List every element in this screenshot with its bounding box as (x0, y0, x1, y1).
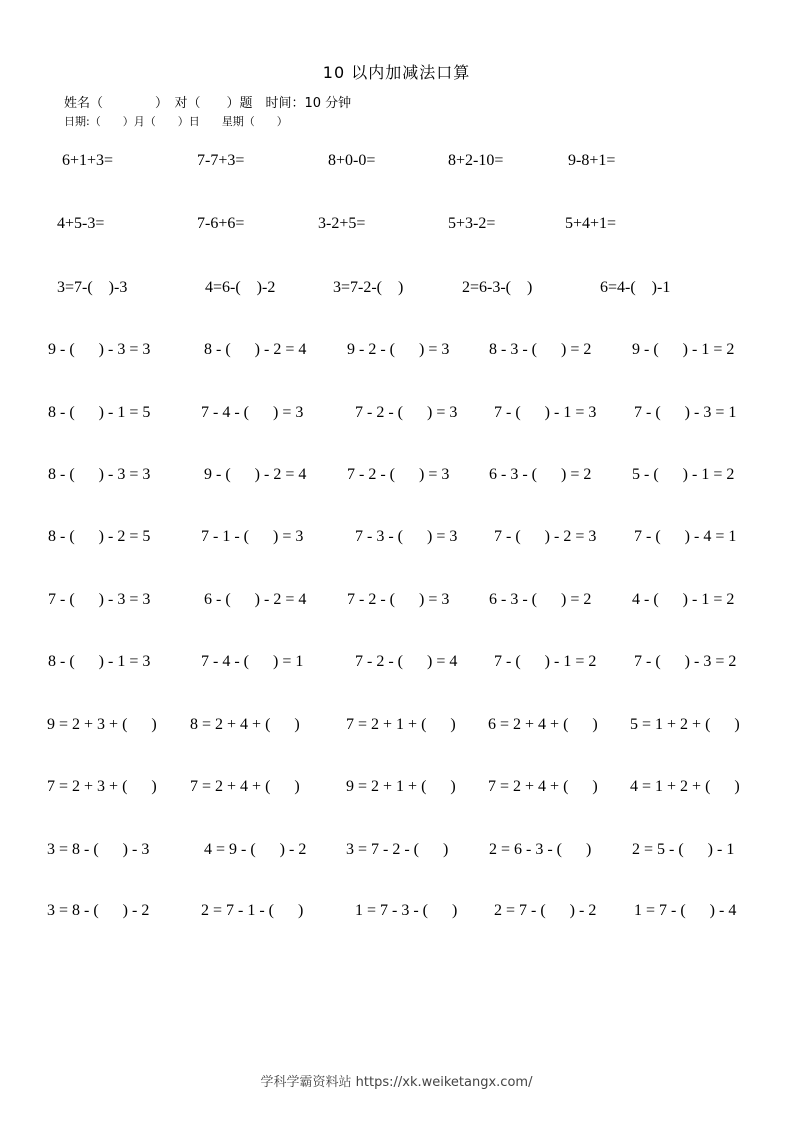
problem: 3=7-2-( ) (333, 279, 404, 296)
problem: 7 - ( ) - 1 = 2 (494, 653, 597, 670)
problem: 7 - ( ) - 3 = 2 (634, 653, 737, 670)
problem: 7 - ( ) - 1 = 3 (494, 404, 597, 421)
problem-row (0, 338, 793, 362)
problem-row (0, 276, 793, 300)
problem-row (0, 650, 793, 674)
problem: 2 = 6 - 3 - ( ) (489, 841, 592, 858)
problem: 5+4+1= (565, 215, 617, 232)
problem: 8 - ( ) - 2 = 5 (48, 528, 151, 545)
problem: 5+3-2= (448, 215, 496, 232)
student-info-line: 姓名（ ） 对（ ）题 时间：10 分钟 (64, 96, 352, 111)
problem: 7 - ( ) - 3 = 1 (634, 404, 737, 421)
problem: 8 - ( ) - 2 = 4 (204, 341, 307, 358)
problem: 3=7-( )-3 (57, 279, 128, 296)
problem: 9 - ( ) - 2 = 4 (204, 466, 307, 483)
page-title: 10 以内加减法口算 (322, 63, 471, 82)
problem: 7 - 2 - ( ) = 3 (355, 404, 458, 421)
problem: 2 = 5 - ( ) - 1 (632, 841, 735, 858)
problem-row (0, 899, 793, 923)
problem: 9-8+1= (568, 152, 616, 169)
problem: 6=4-( )-1 (600, 279, 671, 296)
problem: 4=6-( )-2 (205, 279, 276, 296)
problem: 7 - 2 - ( ) = 3 (347, 466, 450, 483)
problem: 8 - ( ) - 1 = 5 (48, 404, 151, 421)
problem: 9 - ( ) - 1 = 2 (632, 341, 735, 358)
problem: 8+0-0= (328, 152, 376, 169)
problem: 1 = 7 - ( ) - 4 (634, 902, 737, 919)
problem: 8 - ( ) - 1 = 3 (48, 653, 151, 670)
problem: 9 = 2 + 3 + ( ) (47, 716, 157, 733)
problem: 7 - ( ) - 4 = 1 (634, 528, 737, 545)
problem: 2=6-3-( ) (462, 279, 533, 296)
problem: 7 = 2 + 3 + ( ) (47, 778, 157, 795)
problem: 7-7+3= (197, 152, 245, 169)
problem: 7 - 2 - ( ) = 3 (347, 591, 450, 608)
problem: 7 = 2 + 4 + ( ) (190, 778, 300, 795)
problem-row (0, 525, 793, 549)
problem: 2 = 7 - ( ) - 2 (494, 902, 597, 919)
problem: 7 - ( ) - 3 = 3 (48, 591, 151, 608)
problem-row (0, 212, 793, 236)
problem: 3 = 8 - ( ) - 2 (47, 902, 150, 919)
problem-row (0, 401, 793, 425)
problem: 8 - ( ) - 3 = 3 (48, 466, 151, 483)
problem: 6+1+3= (62, 152, 114, 169)
problem-row (0, 713, 793, 737)
problem: 4+5-3= (57, 215, 105, 232)
problem: 8 - 3 - ( ) = 2 (489, 341, 592, 358)
problem: 5 = 1 + 2 + ( ) (630, 716, 740, 733)
problem-row (0, 775, 793, 799)
problem: 7 - ( ) - 2 = 3 (494, 528, 597, 545)
problem: 4 - ( ) - 1 = 2 (632, 591, 735, 608)
problem: 7 = 2 + 4 + ( ) (488, 778, 598, 795)
problem: 9 = 2 + 1 + ( ) (346, 778, 456, 795)
problem: 8 = 2 + 4 + ( ) (190, 716, 300, 733)
problem: 7 - 1 - ( ) = 3 (201, 528, 304, 545)
problem: 7-6+6= (197, 215, 245, 232)
problem: 7 - 3 - ( ) = 3 (355, 528, 458, 545)
problem: 2 = 7 - 1 - ( ) (201, 902, 304, 919)
problem: 7 - 4 - ( ) = 3 (201, 404, 304, 421)
problem: 5 - ( ) - 1 = 2 (632, 466, 735, 483)
problem: 4 = 1 + 2 + ( ) (630, 778, 740, 795)
footer-watermark: 学科学霸资料站 https://xk.weiketangx.com/ (260, 1075, 533, 1090)
problem: 8+2-10= (448, 152, 504, 169)
problem: 7 - 2 - ( ) = 4 (355, 653, 458, 670)
problem-row (0, 588, 793, 612)
problem: 6 - 3 - ( ) = 2 (489, 466, 592, 483)
problem: 3-2+5= (318, 215, 366, 232)
problem: 4 = 9 - ( ) - 2 (204, 841, 307, 858)
problem: 3 = 7 - 2 - ( ) (346, 841, 449, 858)
problem: 3 = 8 - ( ) - 3 (47, 841, 150, 858)
date-info-line: 日期:（ ）月（ ）日 星期（ ） (64, 115, 288, 128)
problem-row (0, 463, 793, 487)
problem: 1 = 7 - 3 - ( ) (355, 902, 458, 919)
problem: 7 = 2 + 1 + ( ) (346, 716, 456, 733)
problem: 9 - 2 - ( ) = 3 (347, 341, 450, 358)
problem: 6 = 2 + 4 + ( ) (488, 716, 598, 733)
problem-row (0, 838, 793, 862)
problem: 6 - 3 - ( ) = 2 (489, 591, 592, 608)
problem: 6 - ( ) - 2 = 4 (204, 591, 307, 608)
problem: 9 - ( ) - 3 = 3 (48, 341, 151, 358)
problem-row (0, 149, 793, 173)
problem: 7 - 4 - ( ) = 1 (201, 653, 304, 670)
